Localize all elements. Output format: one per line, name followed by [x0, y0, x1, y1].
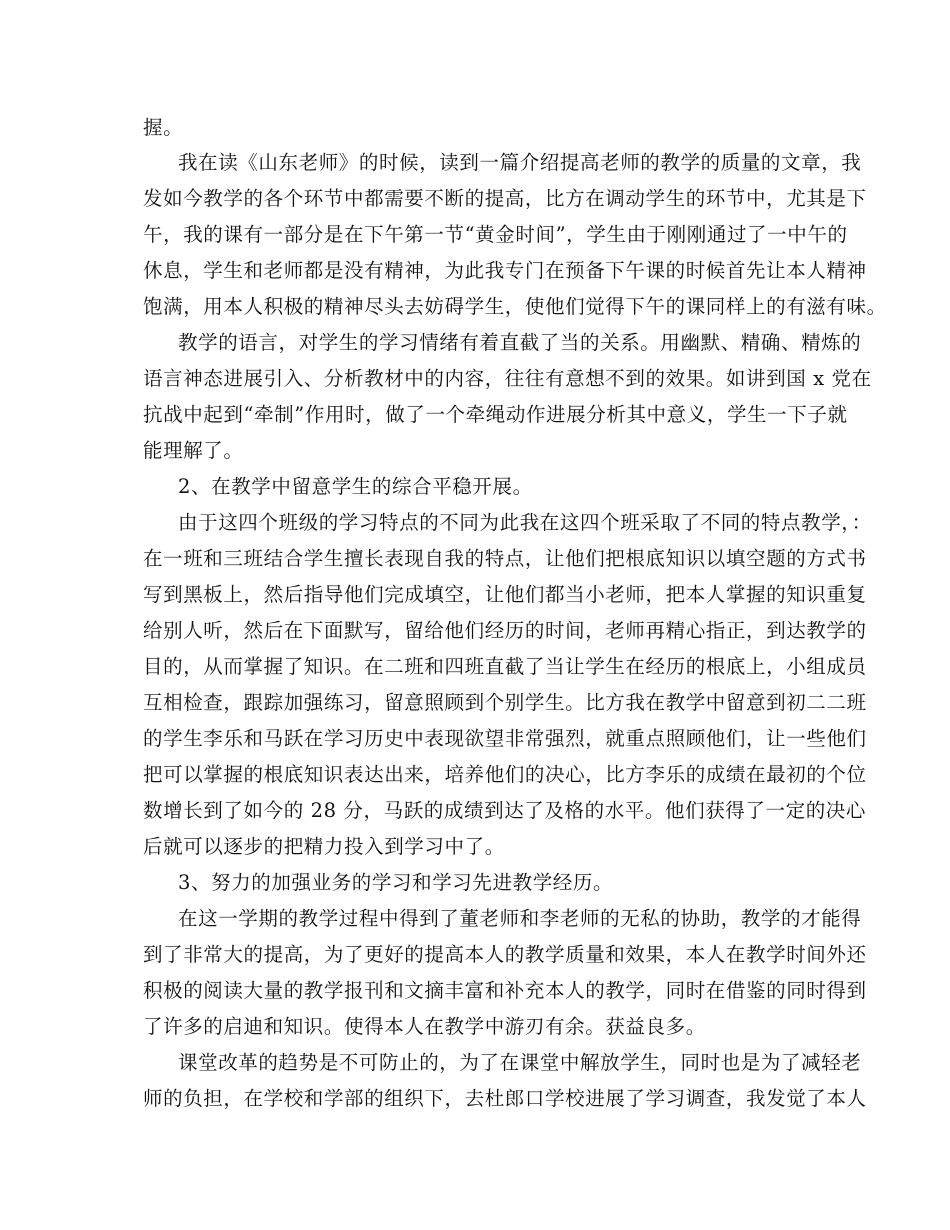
text-line: 我在读《山东老师》的时候，读到一篇介绍提高老师的教学的质量的文章，我: [178, 151, 862, 174]
text-line: 的学生李乐和马跃在学习历史中表现欲望非常强烈，就重点照顾他们，让一些他们: [143, 727, 867, 750]
text-line: 数增长到了如今的 28 分，马跃的成绩到达了及格的水平。他们获得了一定的决心: [143, 799, 867, 822]
text-line: 课堂改革的趋势是不可防止的，为了在课堂中解放学生，同时也是为了减轻老: [178, 1051, 862, 1074]
text-line: 能理解了。: [143, 439, 244, 462]
text-line: 积极的阅读大量的教学报刊和文摘丰富和补充本人的教学，同时在借鉴的同时得到: [143, 979, 867, 1002]
text-line: 在一班和三班结合学生擅长表现自我的特点，让他们把根底知识以填空题的方式书: [143, 547, 867, 570]
text-line: 午，我的课有一部分是在下午第一节“黄金时间”，学生由于刚刚通过了一中午的: [143, 223, 848, 246]
text-line: 发如今教学的各个环节中都需要不断的提高，比方在调动学生的环节中，尤其是下: [143, 187, 867, 210]
text-line: 目的，从而掌握了知识。在二班和四班直截了当让学生在经历的根底上，小组成员: [143, 655, 867, 678]
section-heading: 2、在教学中留意学生的综合平稳开展。: [178, 475, 533, 498]
text-line: 休息，学生和老师都是没有精神，为此我专门在预备下午课的时候首先让本人精神: [143, 259, 867, 282]
text-line: 教学的语言，对学生的学习情绪有着直截了当的关系。用幽默、精确、精炼的: [178, 331, 862, 354]
section-heading: 3、努力的加强业务的学习和学习先进教学经历。: [178, 871, 614, 894]
text-line: 到了非常大的提高，为了更好的提高本人的教学质量和效果，本人在教学时间外还: [143, 943, 867, 966]
text-line: 抗战中起到“牵制”作用时，做了一个牵绳动作进展分析其中意义，学生一下子就: [143, 403, 848, 426]
text-line: 写到黑板上，然后指导他们完成填空，让他们都当小老师，把本人掌握的知识重复: [143, 583, 867, 606]
text-line: 给别人听，然后在下面默写，留给他们经历的时间，老师再精心指正，到达教学的: [143, 619, 867, 642]
text-line: 后就可以逐步的把精力投入到学习中了。: [143, 835, 505, 858]
text-line: 握。: [143, 116, 184, 139]
text-line: 由于这四个班级的学习特点的不同为此我在这四个班采取了不同的特点教学，：: [178, 511, 872, 534]
text-line: 在这一学期的教学过程中得到了董老师和李老师的无私的协助，教学的才能得: [178, 907, 862, 930]
text-line: 饱满，用本人积极的精神尽头去妨碍学生，使他们觉得下午的课同样上的有滋有味。: [143, 295, 887, 318]
text-line: 了许多的启迪和知识。使得本人在教学中游刃有余。获益良多。: [143, 1015, 706, 1038]
text-line: 互相检查，跟踪加强练习，留意照顾到个别学生。比方我在教学中留意到初二二班: [143, 691, 867, 714]
text-line: 语言神态进展引入、分析教材中的内容，往往有意想不到的效果。如讲到国 x 党在: [143, 367, 872, 390]
text-line: 把可以掌握的根底知识表达出来，培养他们的决心，比方李乐的成绩在最初的个位: [143, 763, 867, 786]
text-line: 师的负担，在学校和学部的组织下，去杜郎口学校进展了学习调查，我发觉了本人: [143, 1087, 867, 1110]
